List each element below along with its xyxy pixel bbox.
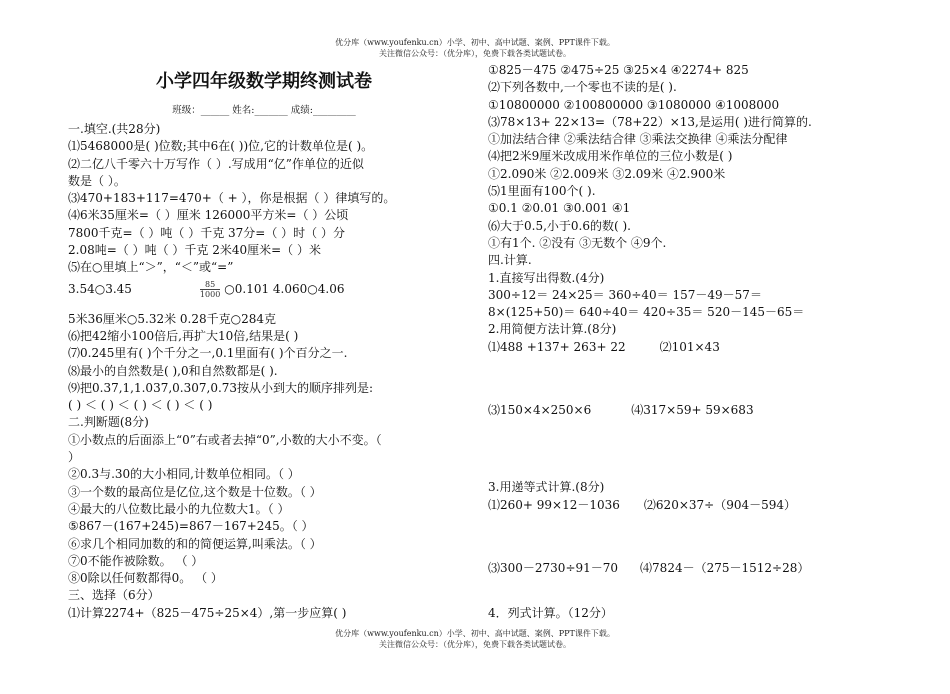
judge-item-4: ④最大的八位数比最小的九位数大1。（ ） — [68, 501, 290, 516]
judge-item-7: ⑦0不能作被除数。 （ ） — [68, 553, 204, 568]
calc-1-heading: 1.直接写出得数.(4分) — [488, 270, 605, 285]
fill-question-4a: ⑷6米35厘米=（ ）厘米 126000平方米=（ ）公顷 — [68, 208, 349, 223]
spacer — [488, 356, 888, 402]
choice-1-options: ①825－475 ②475÷25 ③25×4 ④2274+ 825 — [488, 63, 749, 77]
spacer — [488, 419, 888, 479]
choice-3-options: ①加法结合律 ②乘法结合律 ③乘法交换律 ④乘法分配律 — [488, 132, 788, 147]
calc-4-heading: 4．列式计算。（12分） — [488, 606, 613, 621]
spacer — [488, 577, 888, 605]
choice-2-options: ①10800000 ②100800000 ③1080000 ④1008000 — [488, 97, 780, 112]
calc-2-row-b — [488, 402, 888, 419]
section-3-heading: 三、选择（6分） — [68, 588, 160, 603]
section-4-heading: 四.计算. — [488, 253, 532, 268]
header-line-2: 关注微信公众号：（优分库），免费下载各类试题试卷。 — [379, 49, 571, 58]
footer-line-1: 优分库（www.youfenku.cn）小学、初中、高中试题、案例、PPT课件下载。 — [335, 629, 615, 638]
calc-3-row-b — [488, 560, 888, 577]
section-2-heading: 二.判断题(8分) — [68, 415, 149, 430]
judge-item-1a: ①小数点的后面添上“0”右或者去掉“0”,小数的大小不变。（ — [68, 432, 382, 447]
choice-question-6: ⑹大于0.5,小于0.6的数( ). — [488, 218, 631, 233]
compare-item-2: ○0.101 4.060○4.06 — [224, 281, 345, 296]
fill-question-9: ⑼把0.37,1,1.037,0.307,0.73按从小到大的顺序排列是: — [68, 380, 374, 395]
judge-item-3: ③一个数的最高位是亿位,这个数是十位数。（ ） — [68, 484, 322, 499]
compare-item-1: 3.54○3.45 — [68, 281, 132, 296]
judge-item-8: ⑧0除以任何数都得0。 （ ） — [68, 571, 223, 586]
fill-question-5: ⑸在○里填上“＞”，“＜”或“=” — [68, 260, 234, 275]
judge-item-6: ⑥求几个相同加数的和的简便运算,叫乘法。（ ） — [68, 536, 322, 551]
fill-question-2a: ⑵二亿八千零六十万写作（ ）.写成用“亿”作单位的近似 — [68, 156, 364, 171]
choice-question-2: ⑵下列各数中,一个零也不读的是( ). — [488, 80, 677, 95]
choice-6-options: ①有1个. ②没有 ③无数个 ④9个. — [488, 235, 667, 250]
fraction-numerator: 85 — [200, 280, 220, 290]
fill-question-7: ⑺0.245里有( )个千分之一,0.1里面有( )个百分之一. — [68, 346, 348, 361]
fill-question-3: ⑶470+183+117=470+（ + ），你是根据（ ）律填写的。 — [68, 191, 396, 206]
fill-question-8: ⑻最小的自然数是( ),0和自然数都是( ). — [68, 363, 278, 378]
page-title: 小学四年级数学期终测试卷 — [156, 71, 372, 92]
fraction — [200, 280, 220, 299]
calc-1-row-a: 300÷12＝ 24×25＝ 360÷40＝ 157－49－57＝ — [488, 287, 762, 302]
calc-2-heading: 2.用简便方法计算.(8分) — [488, 322, 617, 337]
fill-question-5b: 5米36厘米○5.32米 0.28千克○284克 — [68, 311, 277, 326]
judge-item-1b: ） — [68, 450, 81, 465]
choice-question-1: ⑴计算2274+（825－475÷25×4）,第一步应算( ) — [68, 605, 347, 620]
calc-3-item-1: ⑴260+ 99×12－1036 — [488, 497, 620, 512]
fill-question-4c: 2.08吨=（ ）吨（ ）千克 2米40厘米=（ ）米 — [68, 243, 321, 258]
calc-3-item-3: ⑶300－2730÷91－70 — [488, 560, 619, 575]
calc-3-item-2: ⑵620×37÷（904－594） — [643, 497, 797, 512]
spacer — [68, 301, 460, 311]
calc-1-row-b: 8×(125+50)＝ 640÷40＝ 420÷35＝ 520－145－65＝ — [488, 305, 805, 320]
left-column — [68, 62, 460, 622]
fill-question-2b: 数是（ ）。 — [68, 173, 126, 188]
fill-question-5a — [68, 277, 460, 301]
judge-item-2: ②0.3与.30的大小相同,计数单位相同。（ ） — [68, 467, 300, 482]
fill-question-1: ⑴5468000是( )位数;其中6在( ))位,它的计数单位是( )。 — [68, 139, 374, 154]
judge-item-5: ⑤867－(167+245)=867－167+245。（ ） — [68, 519, 314, 534]
choice-4-options: ①2.090米 ②2.009米 ③2.09米 ④2.900米 — [488, 166, 726, 181]
calc-2-row-a — [488, 339, 888, 356]
right-column — [488, 62, 888, 623]
calc-3-heading: 3.用递等式计算.(8分) — [488, 480, 605, 495]
calc-2-item-4: ⑷317×59+ 59×683 — [631, 403, 754, 418]
calc-2-item-2: ⑵101×43 — [659, 339, 720, 354]
section-1-heading: 一.填空.(共28分) — [68, 122, 161, 136]
fill-question-4b: 7800千克=（ ）吨（ ）千克 37分=（ ）时（ ）分 — [68, 225, 345, 240]
calc-3-row-a — [488, 497, 888, 514]
fill-question-6: ⑹把42缩小100倍后,再扩大10倍,结果是( ) — [68, 328, 299, 343]
page-header — [0, 37, 950, 59]
choice-question-4: ⑷把2米9厘米改成用米作单位的三位小数是( ) — [488, 149, 733, 164]
choice-question-3: ⑶78×13+ 22×13=（78+22）×13,是运用( )进行简算的. — [488, 114, 812, 129]
student-info-line: 班级：______ 姓名:_______ 成绩:_________ — [172, 105, 356, 116]
choice-question-5: ⑸1里面有100个( ). — [488, 184, 596, 199]
choice-5-options: ①0.1 ②0.01 ③0.001 ④1 — [488, 201, 631, 216]
header-line-1: 优分库（www.youfenku.cn）小学、初中、高中试题、案例、PPT课件下载。 — [335, 38, 615, 47]
footer-line-2: 关注微信公众号：（优分库），免费下载各类试题试卷。 — [379, 640, 571, 649]
calc-2-item-1: ⑴488 +137+ 263+ 22 — [488, 339, 626, 354]
page-footer — [0, 628, 950, 650]
spacer — [488, 514, 888, 560]
fraction-denominator: 1000 — [199, 289, 221, 299]
calc-3-item-4: ⑷7824－（275－1512÷28） — [640, 560, 810, 575]
calc-2-item-3: ⑶150×4×250×6 — [488, 403, 592, 418]
fill-question-9-blanks: ( ) ＜ ( ) ＜ ( ) ＜ ( ) ＜ ( ) — [68, 398, 213, 413]
